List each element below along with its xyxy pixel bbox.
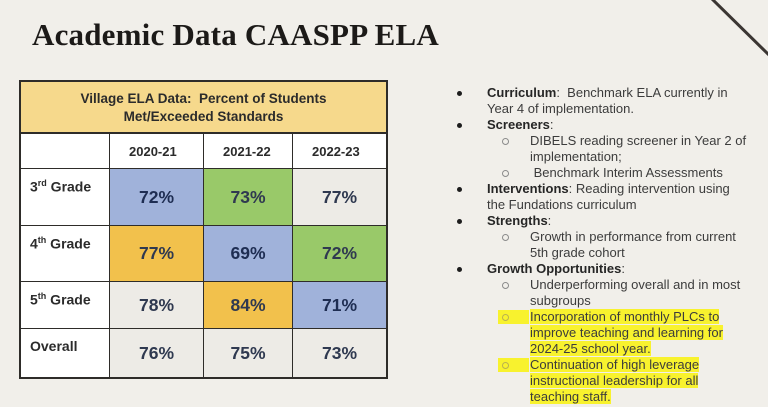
- ordinal-suffix: th: [37, 291, 47, 301]
- grade-row-label: 5th Grade: [21, 282, 110, 329]
- circle-glyph: [502, 170, 509, 177]
- bullet-item: [448, 213, 750, 229]
- score-cell: 77%: [110, 226, 204, 282]
- bullet-text: :: [621, 261, 625, 276]
- table-title: Village ELA Data: Percent of Students Met/Exceeded Standards: [21, 82, 386, 134]
- table-corner-cell: [21, 134, 110, 169]
- bullet-term: Strengths: [487, 213, 548, 228]
- grade-row-label: 4th Grade: [21, 226, 110, 282]
- score-cell: 73%: [293, 329, 386, 377]
- score-cell: 72%: [293, 226, 386, 282]
- bullet-item: [448, 117, 750, 133]
- bullet-text: :: [547, 213, 552, 228]
- circle-glyph: [502, 362, 509, 369]
- score-cell: 76%: [110, 329, 204, 377]
- sub-bullet-circle-icon: [498, 134, 529, 148]
- bullet-dot-icon: [457, 91, 462, 96]
- sub-bullet-circle-icon: [498, 310, 529, 324]
- sub-bullet-item: [448, 229, 750, 261]
- bullet-text: : Reading intervention using the Fundations curriculum: [487, 181, 730, 212]
- score-cell: 78%: [110, 282, 204, 329]
- ordinal-suffix: rd: [37, 178, 47, 188]
- bullet-term: Growth Opportunities: [487, 261, 622, 276]
- bullet-term: Screeners: [487, 117, 550, 132]
- diagonal-line-decoration: [706, 0, 768, 58]
- sub-bullet-text: Underperforming overall and in most subgroups: [530, 277, 741, 308]
- bullet-text: : Benchmark ELA currently in Year 4 of implementation.: [487, 85, 728, 116]
- circle-glyph: [502, 234, 509, 241]
- bullet-text: :: [549, 117, 554, 132]
- score-cell: 77%: [293, 169, 386, 226]
- page-title: Academic Data CAASPP ELA: [32, 17, 439, 52]
- circle-glyph: [502, 314, 509, 321]
- grade-row-label: Overall: [21, 329, 110, 377]
- grade-row-label: 3rd Grade: [21, 169, 110, 226]
- score-cell: 69%: [204, 226, 293, 282]
- bullet-item: [448, 85, 750, 117]
- highlighted-text: Incorporation of monthly PLCs to improve teaching and learning for 2024-25 school year.: [530, 309, 723, 356]
- year-column-header: 2020-21: [110, 134, 204, 169]
- sub-bullet-circle-icon: [498, 166, 529, 180]
- sub-bullet-text: Benchmark Interim Assessments: [530, 165, 723, 180]
- ordinal-suffix: th: [37, 235, 47, 245]
- sub-bullet-item-highlighted: [448, 357, 750, 405]
- ela-data-table: [19, 80, 388, 379]
- bullet-term: Curriculum: [487, 85, 557, 100]
- sub-bullet-circle-icon: [498, 278, 529, 292]
- bullet-list: [448, 85, 750, 405]
- sub-bullet-circle-icon: [498, 230, 529, 244]
- sub-bullet-item: [448, 133, 750, 165]
- sub-bullet-text: DIBELS reading screener in Year 2 of implementation;: [530, 133, 747, 164]
- sub-bullet-item-highlighted: [448, 309, 750, 357]
- score-cell: 72%: [110, 169, 204, 226]
- bullet-term: Interventions: [487, 181, 569, 196]
- sub-bullet-item: [448, 277, 750, 309]
- circle-glyph: [502, 282, 509, 289]
- bullet-item: [448, 261, 750, 277]
- bullet-item: [448, 181, 750, 213]
- bullet-dot-icon: [457, 123, 462, 128]
- sub-bullet-text: Growth in performance from current 5th grade cohort: [530, 229, 736, 260]
- year-column-header: 2021-22: [204, 134, 293, 169]
- sub-bullet-item: [448, 165, 750, 181]
- bullet-dot-icon: [457, 267, 462, 272]
- score-cell: 75%: [204, 329, 293, 377]
- bullet-dot-icon: [457, 219, 462, 224]
- table-grid: [21, 134, 386, 377]
- highlighted-text: Continuation of high leverage instructional leadership for all teaching staff.: [530, 357, 700, 404]
- score-cell: 73%: [204, 169, 293, 226]
- score-cell: 71%: [293, 282, 386, 329]
- circle-glyph: [502, 138, 509, 145]
- sub-bullet-circle-icon: [498, 358, 529, 372]
- bullet-dot-icon: [457, 187, 462, 192]
- notes-panel: [448, 85, 750, 405]
- year-column-header: 2022-23: [293, 134, 386, 169]
- score-cell: 84%: [204, 282, 293, 329]
